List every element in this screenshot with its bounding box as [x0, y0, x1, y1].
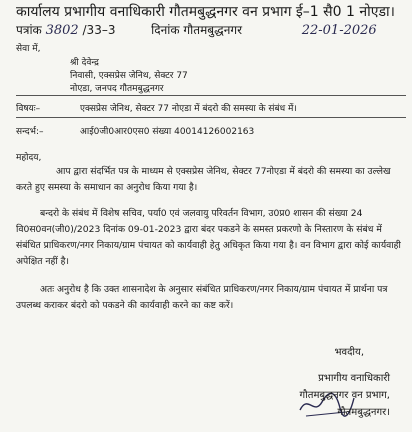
patrank-suffix: /33–3	[82, 23, 116, 37]
divider	[16, 95, 406, 96]
designation-line-2: गौतमबुद्धनगर वन प्रभाग,	[299, 390, 390, 401]
salutation-to: सेवा में,	[16, 44, 41, 54]
paragraph-1: आप द्वारा संदर्भित पत्र के माध्यम से एक्सप्रेस जेनिथ, सेक्टर 77नोएडा में बंदरो की समस्या का उल्लेख करते हुए समस्या के समाधान का अनुरोध किया गया है।	[16, 166, 391, 193]
paragraph-3: अतः अनुरोध है कि उक्त शासनादेश के अनुसार संबंधित प्राधिकरण/नगर निकाय/ग्राम पंचायत में प्रार्थना पत्र उपलब्ध कराकर बंदरो को पकडने की कार्यवाही करने का कष्ट करें।	[16, 284, 388, 311]
dinank-label: दिनांक गौतमबुद्धनगर	[151, 23, 243, 37]
subject-text: एक्सप्रेस जेनिथ, सेक्टर 77 नोएडा में बंदरो की समस्या के संबंध में।	[80, 104, 297, 114]
patrank-number: 3802	[45, 23, 79, 38]
patrank-label: पत्रांक	[16, 23, 42, 37]
designation-line-3: गौतमबुद्धनगर।	[337, 407, 390, 418]
divider	[16, 117, 406, 118]
closing: भवदीय,	[334, 347, 364, 358]
subject-label: विषयः–	[16, 104, 41, 114]
greeting: महोदय,	[16, 153, 42, 163]
patrank-line	[16, 21, 377, 38]
designation-line-1: प्रभागीय वनाधिकारी	[318, 373, 390, 384]
reference-label: सन्दर्भ:–	[16, 127, 44, 137]
addressee-line-2: निवासी, एक्सप्रेस जेनिथ, सेक्टर 77	[70, 71, 188, 81]
letter-date: 22-01-2026	[301, 23, 377, 38]
addressee-line-1: श्री देवेन्द्र	[70, 58, 99, 68]
addressee-line-3: नोएडा, जनपद गौतमबुद्धनगर	[70, 84, 164, 94]
office-header: कार्यालय प्रभागीय वनाधिकारी गौतमबुद्धनगर वन प्रभाग ई–1 सै0 1 नोएडा।	[16, 4, 395, 20]
reference-text: आई0जी0आर0एस0 संख्या 40014126002163	[80, 127, 255, 137]
paragraph-2: बन्दरो के संबंध में विशेष सचिव, पर्या0 एवं जलवायु परिवर्तन विभाग, उ0प्र0 शासन की संख्या 24 वि0स0वन(जी0)/2023 दिनांक 09-01-2023 द्वारा बंदर पकडने के समस्त प्रकरणो के निस्तारण के संबंध में संबंधित प्राधिकरण/नगर निकाय/ग्राम पंचायत को कार्यवाही हेतु अधिकृत किया गया है। वन विभाग द्वारा कोई कार्यवाही अपेक्षित नहीं है।	[16, 208, 401, 267]
